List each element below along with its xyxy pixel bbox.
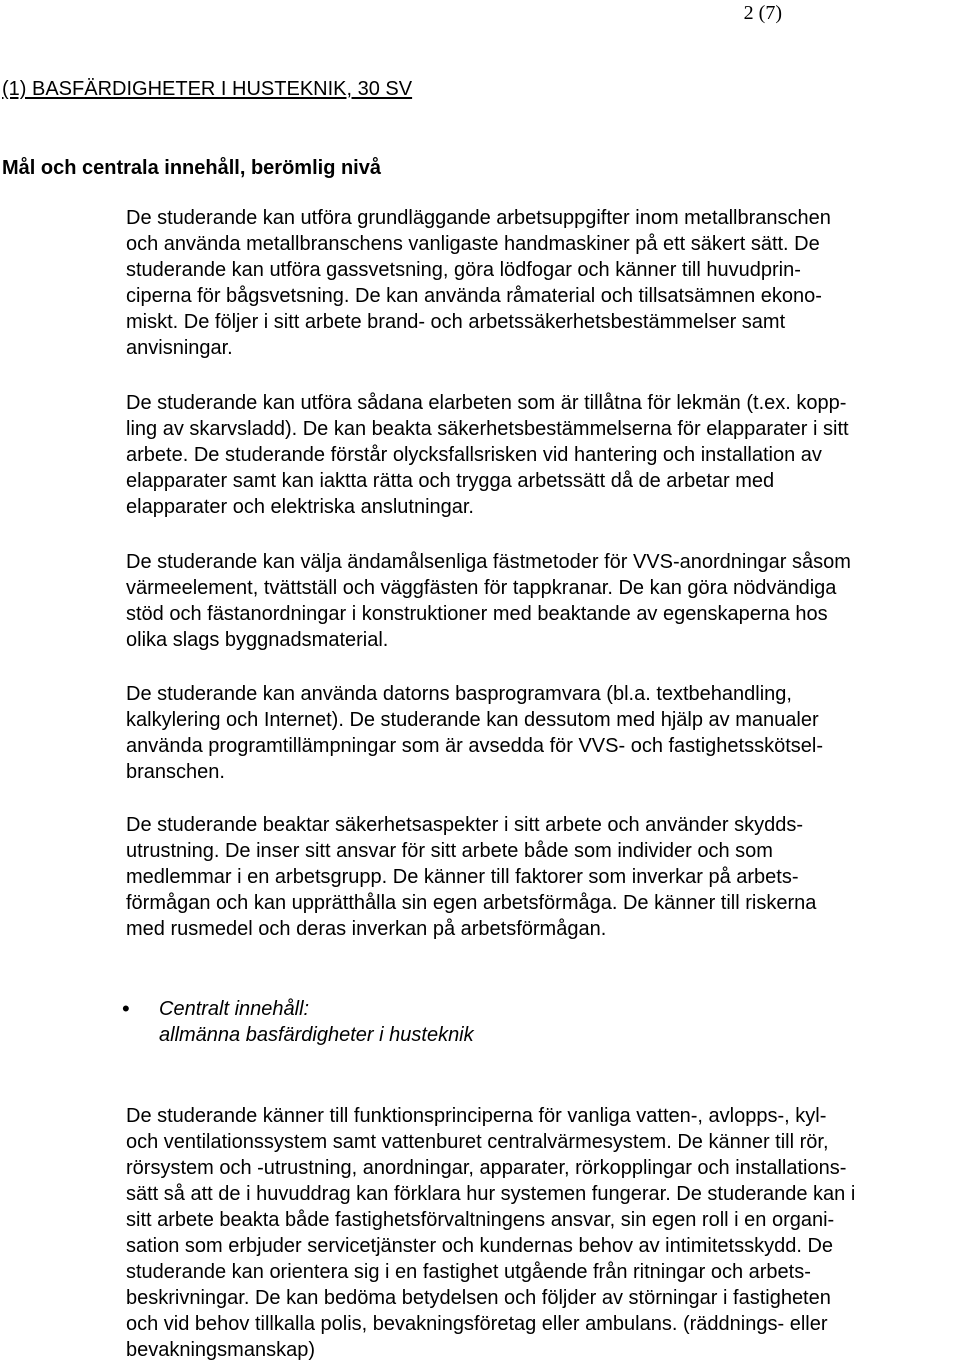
text-line: och vid behov tillkalla polis, bevakningsföretag eller ambulans. (räddnings- eller [126,1313,828,1335]
text-line: elapparater samt kan iaktta rätta och trygga arbetssätt då de arbetar med [126,470,775,492]
text-line: olika slags byggnadsmaterial. [126,629,389,651]
page-number: 2 (7) [743,2,782,24]
paragraph-fastening-methods [126,549,851,653]
section-heading: Mål och centrala innehåll, berömlig nivå [2,157,381,179]
text-line: utrustning. De inser sitt ansvar för sitt arbete både som individer och som [126,840,773,862]
text-line: beskrivningar. De kan bedöma betydelsen och följder av störningar i fastigheten [126,1287,831,1309]
text-line: studerande kan orientera sig i en fastighet utgående från ritningar och arbets- [126,1261,811,1283]
text-line: anvisningar. [126,337,233,359]
text-line: bevakningsmanskap) [126,1339,315,1361]
text-line: De studerande kan utföra grundläggande arbetsuppgifter inom metallbranschen [126,207,831,229]
text-line: sätt så att de i huvuddrag kan förklara hur systemen fungerar. De studerande kan i [126,1183,856,1205]
text-line: branschen. [126,761,225,783]
document-title: (1) BASFÄRDIGHETER I HUSTEKNIK, 30 SV [2,78,413,100]
text-line: De studerande beaktar säkerhetsaspekter i sitt arbete och använder skydds- [126,814,804,836]
text-line: studerande kan utföra gassvetsning, göra lödfogar och känner till huvudprin- [126,259,801,281]
text-line: stöd och fästanordningar i konstruktioner med beaktande av egenskaperna hos [126,603,828,625]
paragraph-safety [126,812,816,942]
text-line: ciperna för bågsvetsning. De kan använda råmaterial och tillsatsämnen ekono- [126,285,822,307]
paragraph-electrical-work [126,390,849,520]
text-line: värmeelement, tvättställ och väggfästen för tappkranar. De kan göra nödvändiga [126,577,837,599]
text-line: rörsystem och -utrustning, anordningar, apparater, rörkopplingar och installations- [126,1157,847,1179]
text-line: De studerande kan använda datorns basprogramvara (bl.a. textbehandling, [126,683,792,705]
text-line: De studerande känner till funktionsprinciperna för vanliga vatten-, avlopps-, kyl- [126,1105,827,1127]
text-line: sation som erbjuder servicetjänster och kundernas behov av intimitetsskydd. De [126,1235,834,1257]
bullet-icon: • [122,996,130,1021]
paragraph-metal-work [126,205,831,361]
bullet-value: allmänna basfärdigheter i husteknik [159,1024,474,1046]
text-line: kalkylering och Internet). De studerande kan dessutom med hjälp av manualer [126,709,819,731]
text-line: med rusmedel och deras inverkan på arbetsförmågan. [126,918,607,940]
text-line: förmågan och kan upprätthålla sin egen arbetsförmåga. De känner till riskerna [126,892,817,914]
text-line: använda programtillämpningar som är avsedda för VVS- och fastighetsskötsel- [126,735,824,757]
paragraph-building-services [126,1103,855,1363]
text-line: och använda metallbranschens vanligaste handmaskiner på ett säkert sätt. De [126,233,820,255]
text-line: elapparater och elektriska anslutningar. [126,496,474,518]
text-line: arbete. De studerande förstår olycksfallsrisken vid hantering och installation av [126,444,822,466]
bullet-label: Centralt innehåll: [159,998,310,1020]
text-line: De studerande kan utföra sådana elarbeten som är tillåtna för lekmän (t.ex. kopp- [126,392,847,414]
text-line: ling av skarvsladd). De kan beakta säkerhetsbestämmelserna för elapparater i sitt [126,418,849,440]
text-line: De studerande kan välja ändamålsenliga fästmetoder för VVS-anordningar såsom [126,551,851,573]
text-line: och ventilationssystem samt vattenburet centralvärmesystem. De känner till rör, [126,1131,829,1153]
paragraph-computer-skills [126,681,823,785]
text-line: medlemmar i en arbetsgrupp. De känner till faktorer som inverkar på arbets- [126,866,799,888]
text-line: miskt. De följer i sitt arbete brand- och arbetssäkerhetsbestämmelser samt [126,311,786,333]
text-line: sitt arbete beakta både fastighetsförvaltningens ansvar, sin egen roll i en organi- [126,1209,835,1231]
